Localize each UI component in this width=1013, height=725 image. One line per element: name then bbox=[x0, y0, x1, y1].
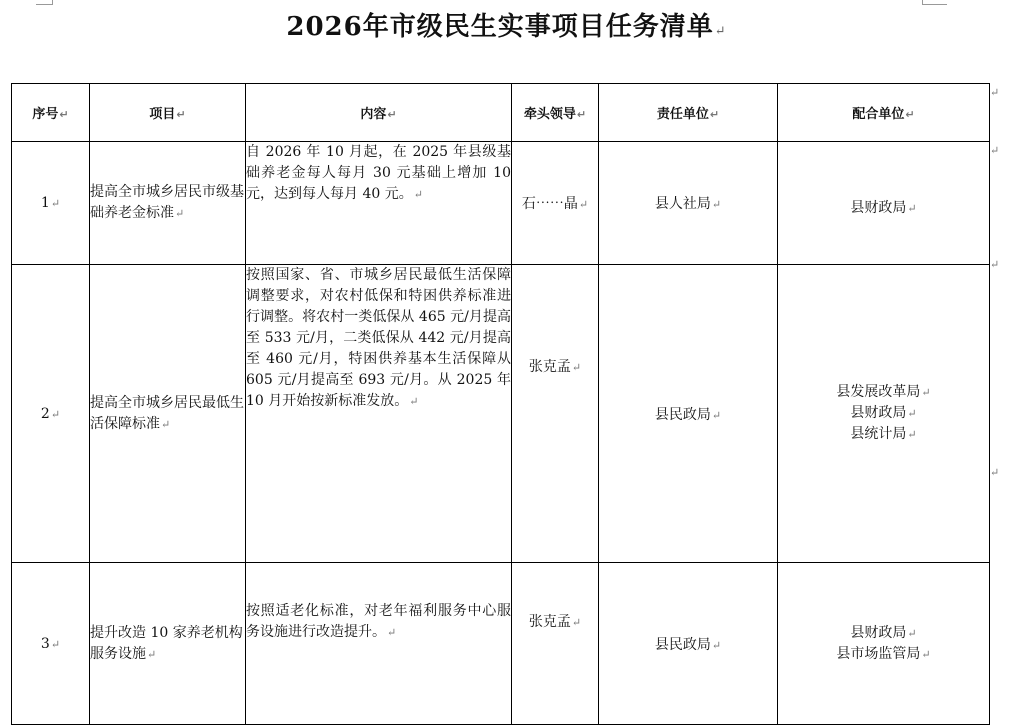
row-end-mark-icon: ↵ bbox=[990, 144, 1000, 157]
cell-resp: 县民政局↵ bbox=[599, 563, 778, 725]
page-title bbox=[0, 6, 1013, 43]
header-leader: 牵头领导↵ bbox=[512, 84, 599, 142]
header-content: 内容↵ bbox=[246, 84, 512, 142]
page-corner-mark-right bbox=[922, 0, 947, 5]
table-row bbox=[12, 265, 990, 563]
table-row bbox=[12, 563, 990, 725]
header-seq: 序号↵ bbox=[12, 84, 90, 142]
cell-leader: 张克孟↵ bbox=[512, 265, 599, 563]
header-resp: 责任单位↵ bbox=[599, 84, 778, 142]
row-end-mark-icon: ↵ bbox=[990, 258, 1000, 271]
cell-coop: 县发展改革局↵ 县财政局↵ 县统计局↵ bbox=[778, 265, 990, 563]
row-end-mark-icon: ↵ bbox=[990, 466, 1000, 479]
task-table bbox=[11, 83, 990, 725]
header-item: 项目↵ bbox=[90, 84, 246, 142]
cell-content: 自 2026 年 10 月起，在 2025 年县级基础养老金每人每月 30 元基础上增加 10 元，达到每人每月 40 元。↵ bbox=[246, 142, 512, 265]
header-coop: 配合单位↵ bbox=[778, 84, 990, 142]
table-row bbox=[12, 142, 990, 265]
cell-seq: 2↵ bbox=[12, 265, 90, 563]
cell-coop: 县财政局↵ 县市场监管局↵ bbox=[778, 563, 990, 725]
cell-item: 提高全市城乡居民市级基础养老金标准↵ bbox=[90, 142, 246, 265]
cell-resp: 县民政局↵ bbox=[599, 265, 778, 563]
cell-content: 按照适老化标准，对老年福利服务中心服务设施进行改造提升。↵ bbox=[246, 563, 512, 725]
cell-item: 提升改造 10 家养老机构服务设施↵ bbox=[90, 563, 246, 725]
title-text: 2026年市级民生实事项目任务清单 bbox=[286, 12, 714, 42]
cell-seq: 1↵ bbox=[12, 142, 90, 265]
page-corner-mark-left bbox=[36, 0, 53, 5]
cell-item: 提高全市城乡居民最低生活保障标准↵ bbox=[90, 265, 246, 563]
cell-resp: 县人社局↵ bbox=[599, 142, 778, 265]
cell-content: 按照国家、省、市城乡居民最低生活保障调整要求，对农村低保和特困供养标准进行调整。将农村一类低保从 465 元/月提高至 533 元/月，二类低保从 442 元/月提高至 460 元/月，特困供养基本生活保障从 605 元/月提高至 693 元/月。从 2025 年 10 月开始按新标准发放。↵ bbox=[246, 265, 512, 563]
cell-leader: 石⋯⋯晶↵ bbox=[512, 142, 599, 265]
row-end-mark-icon: ↵ bbox=[990, 86, 1000, 99]
cell-coop: 县财政局↵ bbox=[778, 142, 990, 265]
cell-leader: 张克孟↵ bbox=[512, 563, 599, 725]
cell-seq: 3↵ bbox=[12, 563, 90, 725]
table-header-row bbox=[12, 84, 990, 142]
paragraph-mark-icon: ↵ bbox=[714, 24, 727, 39]
